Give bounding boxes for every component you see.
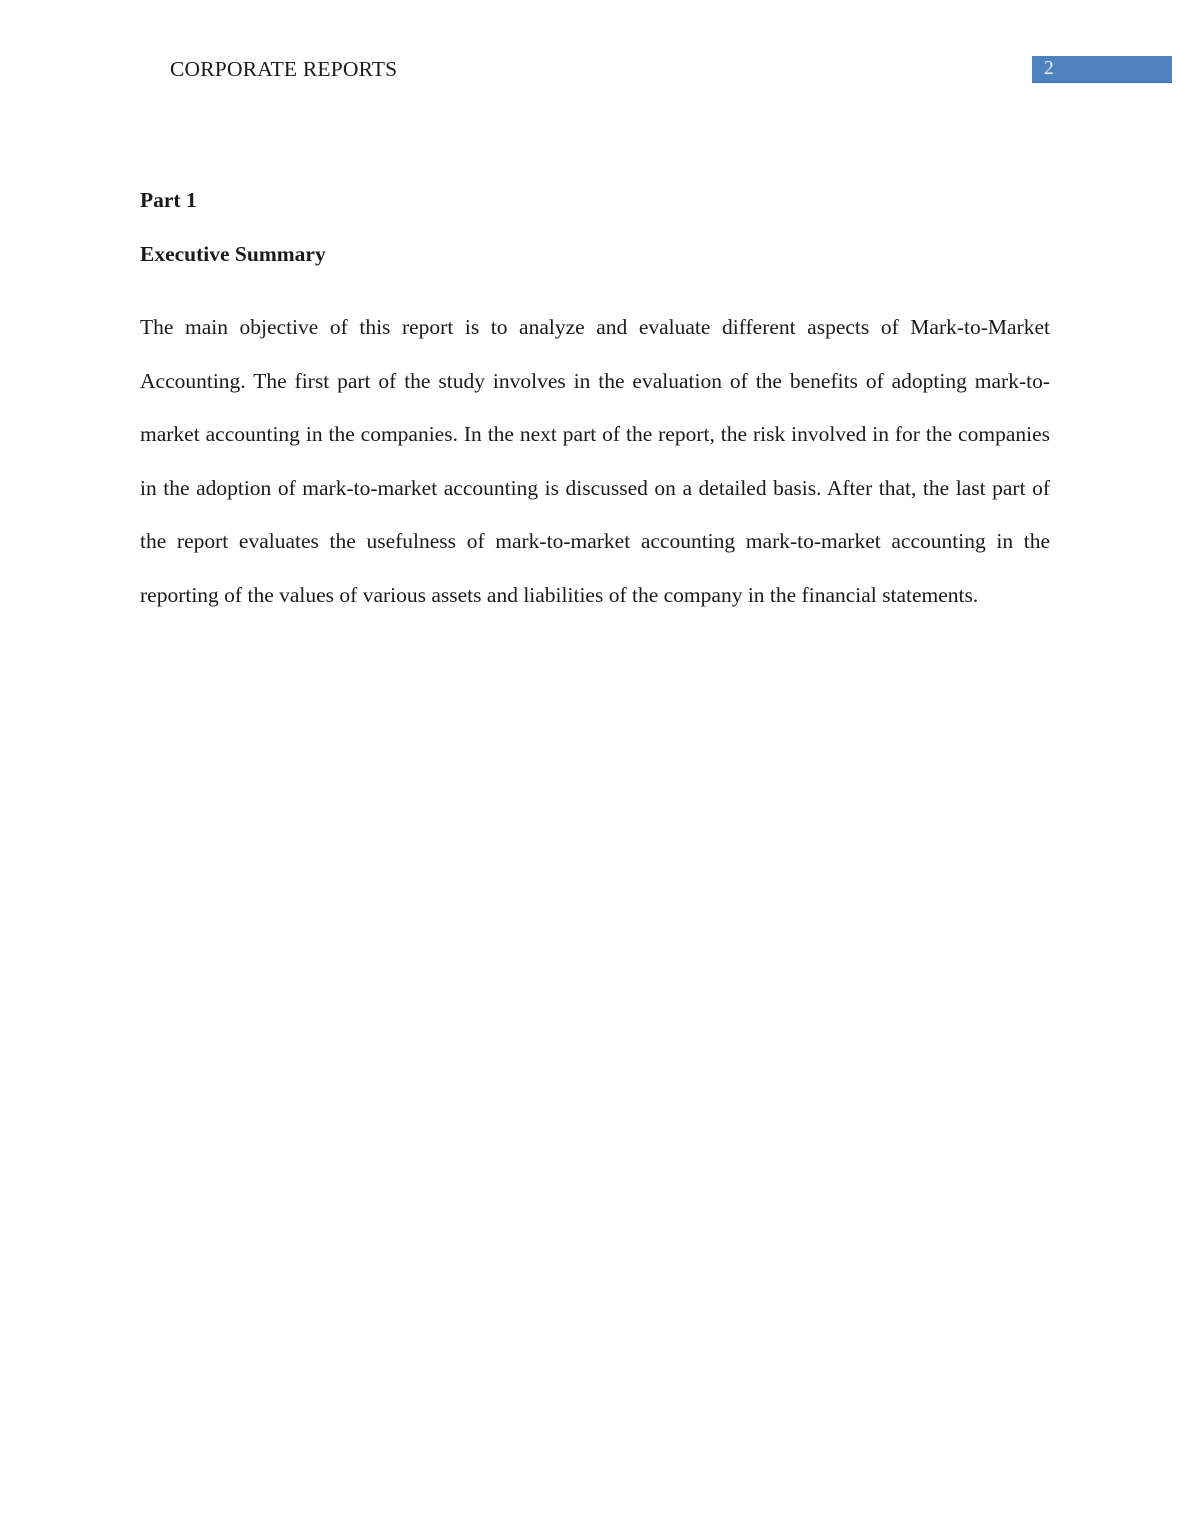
executive-summary-paragraph: The main objective of this report is to analyze and evaluate different aspects of Mark-to-Market Accounting. The first part of the study involves in the evaluation of the benefits of adopting mark-to-market accounting in the companies. In the next part of the report, the risk involved in for the companies in the adoption of mark-to-market accounting is discussed on a detailed basis. After that, the last part of the report evaluates the usefulness of mark-to-market accounting mark-to-market accounting in the reporting of the values of various assets and liabilities of the company in the financial statements. <box>140 315 1050 607</box>
part-heading: Part 1 <box>140 188 197 212</box>
document-body <box>140 174 1050 622</box>
page-number-box <box>1032 56 1172 83</box>
running-head-title: CORPORATE REPORTS <box>170 57 398 81</box>
section-heading: Executive Summary <box>140 241 326 266</box>
page-number: 2 <box>1044 58 1054 79</box>
